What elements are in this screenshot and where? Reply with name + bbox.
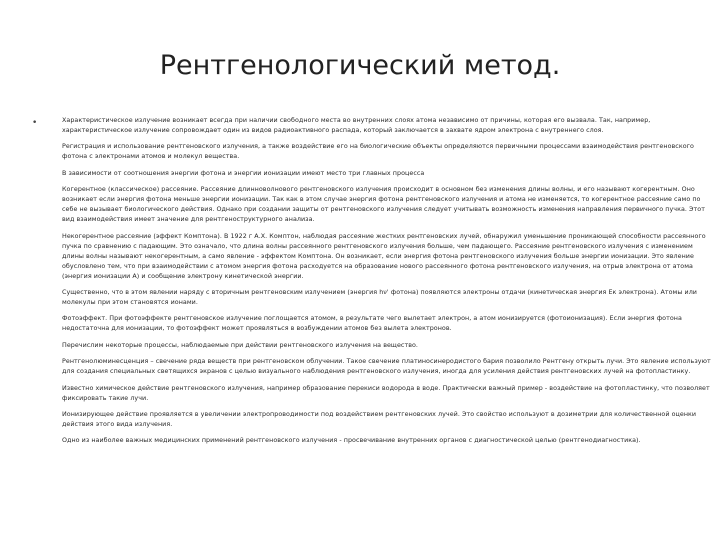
paragraph-three-processes: В зависимости от соотношения энергии фотона и энергии ионизации имеют место три главных процесса — [62, 169, 425, 177]
paragraph-processes-list: Перечислим некоторые процессы, наблюдаемые при действии рентгеновского излучения на вещество. — [62, 341, 418, 349]
slide-body — [62, 116, 712, 453]
paragraph-coherent-scattering: Когерентное (классическое) рассеяние. Рассеяние длинноволнового рентгеновского излучения происходит в основном без изменения длины волны, и его называют когерентным. Оно возникает если энергия фотона меньше энергии ионизации. Так как в этом случае энергия фотона рентгеновского излучения и атома не изменяется, то когерентное рассеяние само по себе не вызывает биологического действия. Однако при создании защиты от рентгеновского излучения следует учитывать возможность изменения направления первичного пучка. Этот вид взаимодействия имеет значение для рентгеноструктурного анализа. — [62, 186, 705, 224]
paragraph-recoil-electrons: Существенно, что в этом явлении наряду с вторичным рентгеновским излучением (энергия hν' фотона) появляются электроны отдачи (кинетическая энергия Ек электрона). Атомы или молекулы при этом становятся ионами. — [62, 288, 697, 306]
paragraph-chemical-action: Известно химическое действие рентгеновского излучения, например образование перекиси водорода в воде. Практически важный пример - воздействие на фотопластинку, что позволяет фиксировать такие лучи. — [62, 384, 710, 402]
paragraph-registration: Регистрация и использование рентгеновского излучения, а также воздействие его на биологические объекты определяются первичными процессами взаимодействия рентгеновского фотона с электронами атомов и молекул вещества. — [62, 143, 694, 161]
bullet-point: • — [32, 118, 38, 128]
paragraph-luminescence: Рентгенолюминесценция – свечение ряда веществ при рентгеновском облучении. Такое свечение платиносинеродистого бария позволило Рентгену открыть лучи. Это явление используют для создания специальных светящихся экранов с целью визуального наблюдения рентгеновского излучения, иногда для усиления действия рентгеновских лучей на фотопластинку. — [62, 358, 711, 376]
paragraph-ionizing-action: Ионизирующее действие проявляется в увеличении электропроводимости под воздействием рентгеновских лучей. Это свойство используют в дозиметрии для количественной оценки действия этого вида излучения. — [62, 410, 697, 428]
slide-title: Рентгенологический метод. — [159, 50, 561, 81]
paragraph-compton-effect: Некогерентное рассеяние (эффект Комптона). В 1922 г А.Х. Комптон, наблюдая рассеяние жестких рентгеновских лучей, обнаружил уменьшение проникающей способности рассеянного пучка по сравнению с падающим. Это означало, что длина волны рассеянного рентгеновского излучения больше, чем падающего. Рассеяние рентгеновского излучения с изменением длины волны называют некогерентным, а само явление - эффектом Комптона. Он возникает, если энергия фотона рентгеновского излучения больше энергии ионизации. Это явление обусловлено тем, что при взаимодействии с атомом энергия фотона расходуется на образование нового рассеянного фотона рентгеновского излучения, на отрыв электрона от атома (энергия ионизации А) и сообщение электрону кинетической энергии. — [62, 232, 706, 280]
paragraph-characteristic-radiation: Характеристическое излучение возникает всегда при наличии свободного места во внутренних слоях атома независимо от причины, которая его вызвала. Так, например, характеристическое излучение сопровождает один из видов радиоактивного распада, который заключается в захвате ядром электрона с внутреннего слоя. — [62, 117, 651, 134]
paragraph-photoeffect: Фотоэффект. При фотоэффекте рентгеновское излучение поглощается атомом, в результате чего вылетает электрон, а атом ионизируется (фотоионизация). Если энергия фотона недостаточна для ионизации, то фотоэффект может проявляться в возбуждении атомов без вылета электронов. — [62, 315, 682, 333]
paragraph-medical-application: Одно из наиболее важных медицинских применений рентгеновского излучения - просвечивание внутренних органов с диагностической целью (рентгенодиагностика). — [62, 437, 641, 445]
